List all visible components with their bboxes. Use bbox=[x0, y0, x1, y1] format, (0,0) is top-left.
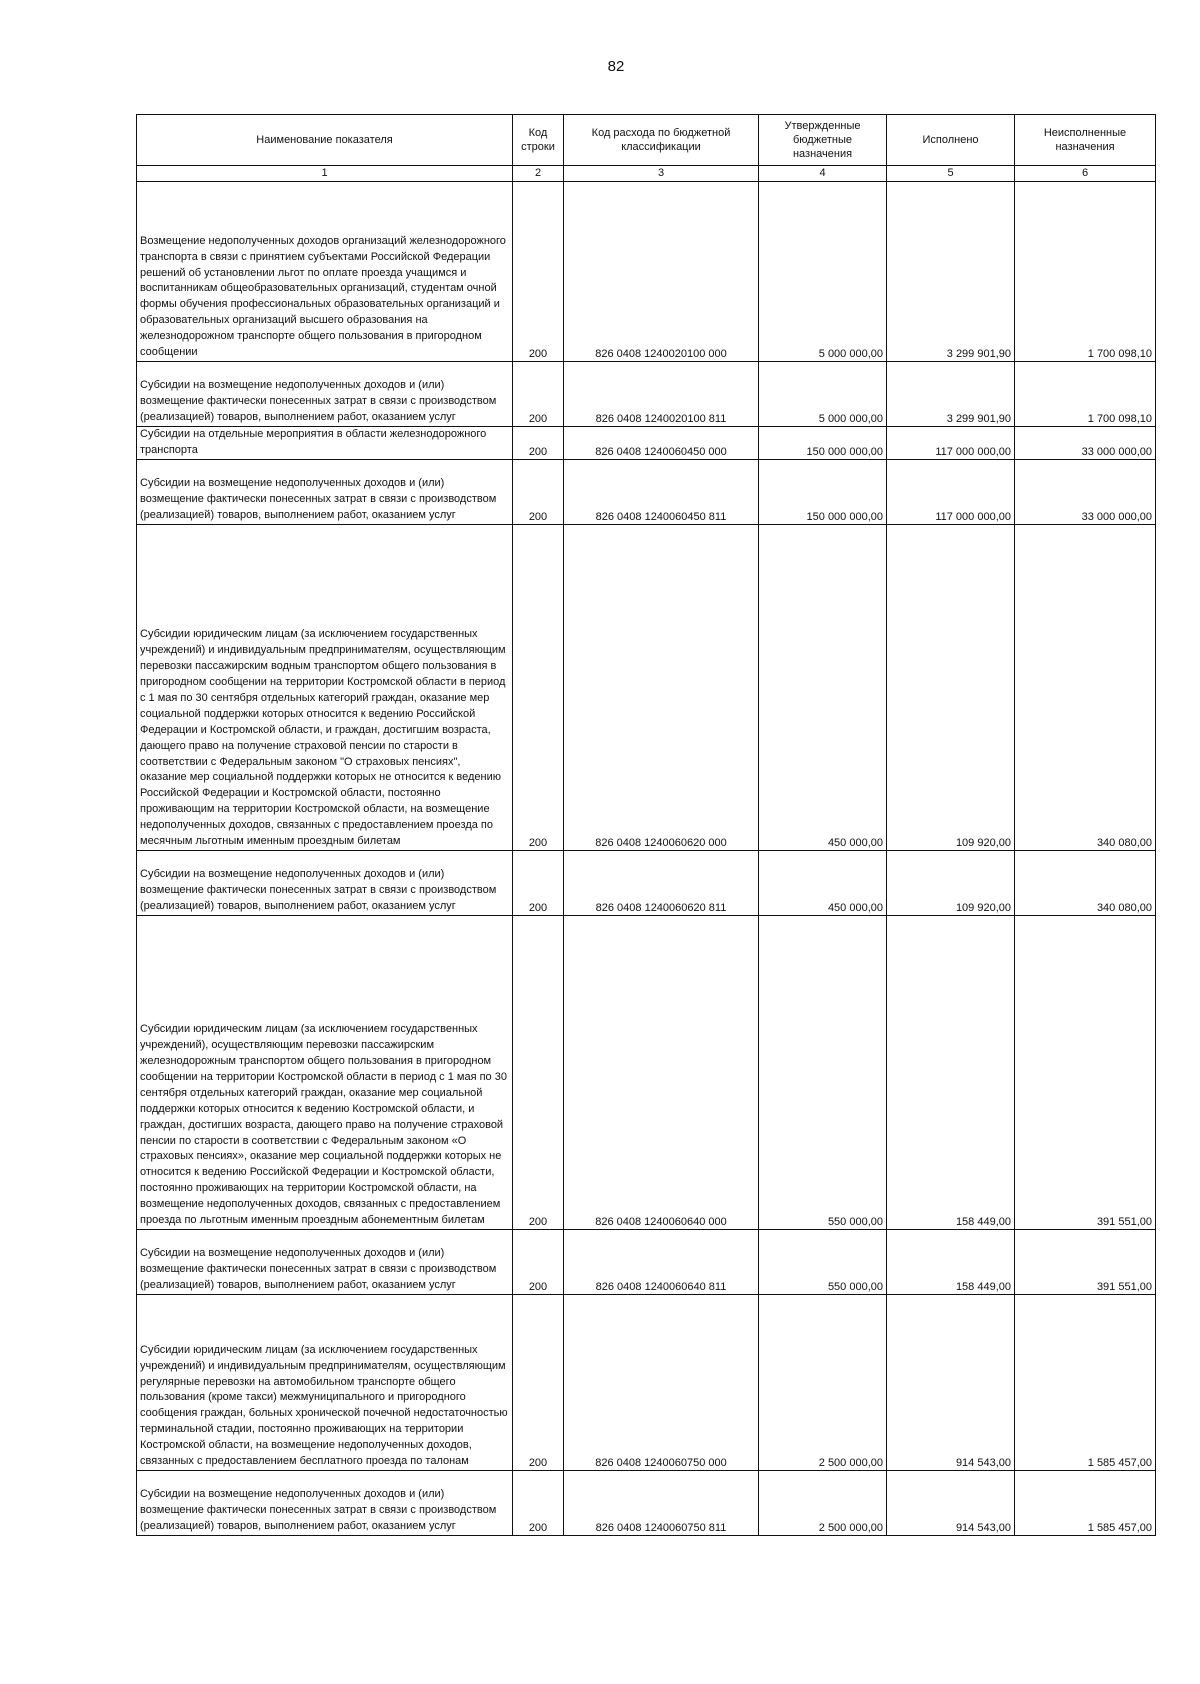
indicator-name-cell: Субсидии юридическим лицам (за исключением государственных учреждений), осуществляющим перевозки пассажирским железнодорожным транспортом общего пользования в пригородном сообщении на территории Костромской области в период с 1 мая по 30 сентября отдельных категорий граждан, оказание мер социальной поддержки которых относится к ведению Костромской области, и граждан, достигших возраста, дающего право на получение страховой пенсии по старости в соответствии с Федеральным законом «О страховых пенсиях», оказание мер социальной поддержки которых не относится к ведению Российской Федерации и Костромской области, постоянно проживающих на территории Костромской области, на возмещение недополученных доходов, связанных с предоставлением проезда по льготным именным проездным абонементным билетам bbox=[137, 916, 513, 1230]
executed-amount-cell: 914 543,00 bbox=[887, 1471, 1015, 1536]
line-code-cell: 200 bbox=[513, 851, 564, 916]
executed-amount-cell: 3 299 901,90 bbox=[887, 362, 1015, 427]
unexecuted-amount-cell: 340 080,00 bbox=[1015, 851, 1156, 916]
column-number: 3 bbox=[564, 166, 759, 182]
classification-code-cell: 826 0408 1240020100 000 bbox=[564, 182, 759, 362]
page-number: 82 bbox=[607, 58, 625, 75]
header-executed: Исполнено bbox=[887, 115, 1015, 166]
table-row bbox=[137, 182, 1156, 362]
line-code-cell: 200 bbox=[513, 916, 564, 1230]
unexecuted-amount-cell: 1 700 098,10 bbox=[1015, 182, 1156, 362]
classification-code-cell: 826 0408 1240060450 811 bbox=[564, 460, 759, 525]
column-number: 1 bbox=[137, 166, 513, 182]
indicator-name-cell: Субсидии на возмещение недополученных доходов и (или) возмещение фактически понесенных затрат в связи с производством (реализацией) товаров, выполнением работ, оказанием услуг bbox=[137, 1230, 513, 1295]
indicator-name-cell: Субсидии на возмещение недополученных доходов и (или) возмещение фактически понесенных затрат в связи с производством (реализацией) товаров, выполнением работ, оказанием услуг bbox=[137, 851, 513, 916]
line-code-cell: 200 bbox=[513, 1230, 564, 1295]
line-code-cell: 200 bbox=[513, 427, 564, 460]
line-code-cell: 200 bbox=[513, 460, 564, 525]
line-code-cell: 200 bbox=[513, 525, 564, 851]
indicator-name-cell: Субсидии на отдельные мероприятия в области железнодорожного транспорта bbox=[137, 427, 513, 460]
classification-code-cell: 826 0408 1240060750 000 bbox=[564, 1295, 759, 1471]
indicator-name-cell: Субсидии на возмещение недополученных доходов и (или) возмещение фактически понесенных затрат в связи с производством (реализацией) товаров, выполнением работ, оказанием услуг bbox=[137, 362, 513, 427]
approved-amount-cell: 2 500 000,00 bbox=[759, 1471, 887, 1536]
approved-amount-cell: 550 000,00 bbox=[759, 916, 887, 1230]
line-code-cell: 200 bbox=[513, 1295, 564, 1471]
table-row bbox=[137, 851, 1156, 916]
executed-amount-cell: 117 000 000,00 bbox=[887, 460, 1015, 525]
classification-code-cell: 826 0408 1240060640 811 bbox=[564, 1230, 759, 1295]
indicator-name-cell: Субсидии на возмещение недополученных доходов и (или) возмещение фактически понесенных затрат в связи с производством (реализацией) товаров, выполнением работ, оказанием услуг bbox=[137, 460, 513, 525]
column-number-row bbox=[137, 166, 1156, 182]
table-row bbox=[137, 1230, 1156, 1295]
approved-amount-cell: 2 500 000,00 bbox=[759, 1295, 887, 1471]
approved-amount-cell: 150 000 000,00 bbox=[759, 460, 887, 525]
header-indicator-name: Наименование показателя bbox=[137, 115, 513, 166]
indicator-name-cell: Субсидии юридическим лицам (за исключением государственных учреждений) и индивидуальным предпринимателям, осуществляющим перевозки пассажирским водным транспортом общего пользования в пригородном сообщении на территории Костромской области в период с 1 мая по 30 сентября отдельных категорий граждан, оказание мер социальной поддержки которых относится к ведению Российской Федерации и Костромской области, и граждан, достигшим возраста, дающего право на получение страховой пенсии по старости в соответствии с Федеральным законом "О страховых пенсиях", оказание мер социальной поддержки которых не относится к ведению Российской Федерации и Костромской области, постоянно проживающим на территории Костромской области, на возмещение недополученных доходов, связанных с предоставлением проезда по месячным льготным именным проездным билетам bbox=[137, 525, 513, 851]
table-row bbox=[137, 460, 1156, 525]
table-row bbox=[137, 916, 1156, 1230]
unexecuted-amount-cell: 33 000 000,00 bbox=[1015, 460, 1156, 525]
executed-amount-cell: 109 920,00 bbox=[887, 525, 1015, 851]
line-code-cell: 200 bbox=[513, 362, 564, 427]
column-number: 5 bbox=[887, 166, 1015, 182]
unexecuted-amount-cell: 1 700 098,10 bbox=[1015, 362, 1156, 427]
unexecuted-amount-cell: 1 585 457,00 bbox=[1015, 1471, 1156, 1536]
indicator-name-cell: Субсидии на возмещение недополученных доходов и (или) возмещение фактически понесенных затрат в связи с производством (реализацией) товаров, выполнением работ, оказанием услуг bbox=[137, 1471, 513, 1536]
header-budget-classification-code: Код расхода по бюджетной классификации bbox=[564, 115, 759, 166]
unexecuted-amount-cell: 391 551,00 bbox=[1015, 916, 1156, 1230]
classification-code-cell: 826 0408 1240020100 811 bbox=[564, 362, 759, 427]
unexecuted-amount-cell: 340 080,00 bbox=[1015, 525, 1156, 851]
header-row bbox=[137, 115, 1156, 166]
table-row bbox=[137, 1471, 1156, 1536]
table-row bbox=[137, 362, 1156, 427]
classification-code-cell: 826 0408 1240060620 811 bbox=[564, 851, 759, 916]
table-row bbox=[137, 525, 1156, 851]
indicator-name-cell: Субсидии юридическим лицам (за исключением государственных учреждений) и индивидуальным предпринимателям, осуществляющим регулярные перевозки на автомобильном транспорте общего пользования (кроме такси) межмуниципального и пригородного сообщения граждан, больных хронической почечной недостаточностью терминальной стадии, постоянно проживающих на территории Костромской области, на возмещение недополученных доходов, связанных с предоставлением бесплатного проезда по талонам bbox=[137, 1295, 513, 1471]
executed-amount-cell: 158 449,00 bbox=[887, 1230, 1015, 1295]
line-code-cell: 200 bbox=[513, 182, 564, 362]
header-unexecuted-appropriations: Неисполненные назначения bbox=[1015, 115, 1156, 166]
column-number: 2 bbox=[513, 166, 564, 182]
approved-amount-cell: 450 000,00 bbox=[759, 525, 887, 851]
classification-code-cell: 826 0408 1240060640 000 bbox=[564, 916, 759, 1230]
column-number: 4 bbox=[759, 166, 887, 182]
classification-code-cell: 826 0408 1240060450 000 bbox=[564, 427, 759, 460]
approved-amount-cell: 550 000,00 bbox=[759, 1230, 887, 1295]
executed-amount-cell: 158 449,00 bbox=[887, 916, 1015, 1230]
column-number: 6 bbox=[1015, 166, 1156, 182]
header-line-code: Код строки bbox=[513, 115, 564, 166]
executed-amount-cell: 117 000 000,00 bbox=[887, 427, 1015, 460]
approved-amount-cell: 450 000,00 bbox=[759, 851, 887, 916]
classification-code-cell: 826 0408 1240060750 811 bbox=[564, 1471, 759, 1536]
approved-amount-cell: 150 000 000,00 bbox=[759, 427, 887, 460]
table-row bbox=[137, 427, 1156, 460]
indicator-name-cell: Возмещение недополученных доходов организаций железнодорожного транспорта в связи с принятием субъектами Российской Федерации решений об установлении льгот по оплате проезда учащимся и воспитанникам общеобразовательных организаций, студентам очной формы обучения профессиональных образовательных организаций и образовательных организаций высшего образования на железнодорожном транспорте общего пользования в пригородном сообщении bbox=[137, 182, 513, 362]
budget-execution-table bbox=[136, 114, 1156, 1536]
classification-code-cell: 826 0408 1240060620 000 bbox=[564, 525, 759, 851]
executed-amount-cell: 3 299 901,90 bbox=[887, 182, 1015, 362]
approved-amount-cell: 5 000 000,00 bbox=[759, 362, 887, 427]
table-row bbox=[137, 1295, 1156, 1471]
unexecuted-amount-cell: 1 585 457,00 bbox=[1015, 1295, 1156, 1471]
unexecuted-amount-cell: 391 551,00 bbox=[1015, 1230, 1156, 1295]
executed-amount-cell: 109 920,00 bbox=[887, 851, 1015, 916]
header-approved-appropriations: Утвержденные бюджетные назначения bbox=[759, 115, 887, 166]
executed-amount-cell: 914 543,00 bbox=[887, 1295, 1015, 1471]
line-code-cell: 200 bbox=[513, 1471, 564, 1536]
unexecuted-amount-cell: 33 000 000,00 bbox=[1015, 427, 1156, 460]
approved-amount-cell: 5 000 000,00 bbox=[759, 182, 887, 362]
